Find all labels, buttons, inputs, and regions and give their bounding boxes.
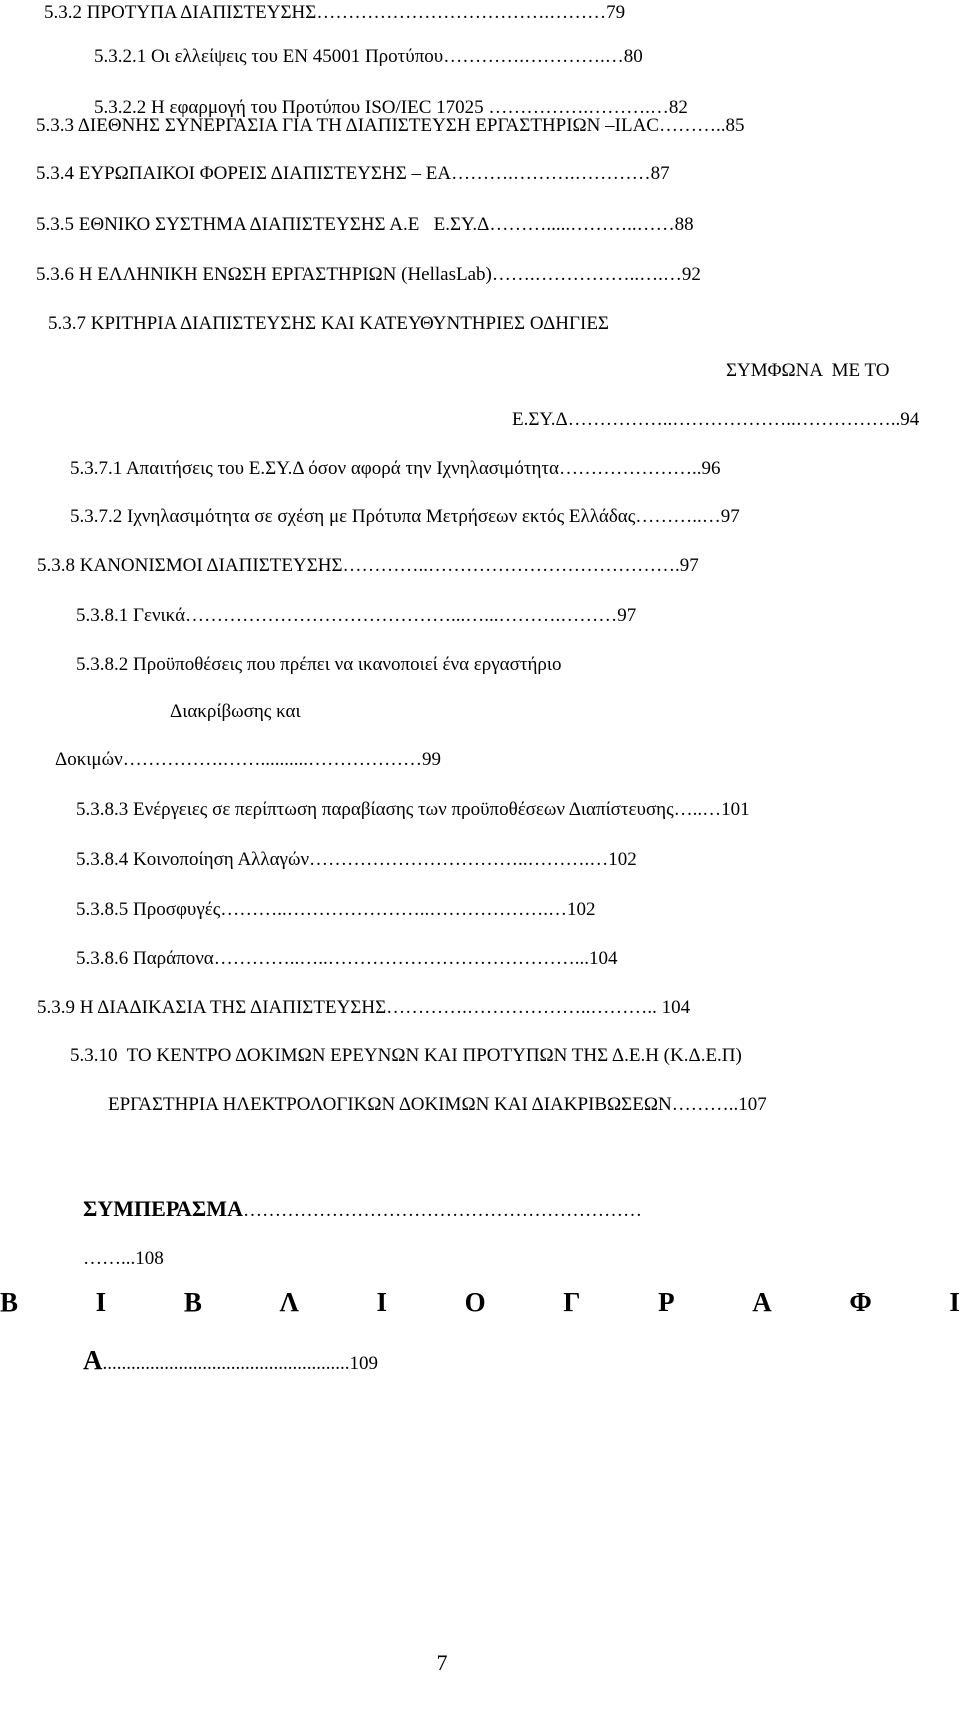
- toc-entry-continuation: ΕΡΓΑΣΤΗΡΙΑ ΗΛΕΚΤΡΟΛΟΓΙΚΩΝ ΔΟΚΙΜΩΝ ΚΑΙ ΔΙΑΚΡΙΒΩΣΕΩΝ………..107: [108, 1094, 767, 1115]
- toc-entry: 5.3.7.2 Ιχνηλασιμότητα σε σχέση με Πρότυπα Μετρήσεων εκτός Ελλάδας………..…97: [70, 506, 740, 527]
- toc-entry-continuation: ……...108: [83, 1248, 164, 1269]
- toc-entry: 5.3.10 ΤΟ ΚΕΝΤΡΟ ΔΟΚΙΜΩΝ ΕΡΕΥΝΩΝ ΚΑΙ ΠΡΟΤΥΠΩΝ ΤΗΣ Δ.Ε.Η (Κ.Δ.Ε.Π): [70, 1045, 742, 1066]
- toc-entry: 5.3.2.1 Οι ελλείψεις του ΕΝ 45001 Προτύπου………….………….…80: [94, 46, 643, 67]
- toc-entry: 5.3.7 ΚΡΙΤΗΡΙΑ ΔΙΑΠΙΣΤΕΥΣΗΣ ΚΑΙ ΚΑΤΕΥΘΥΝΤΗΡΙΕΣ ΟΔΗΓΙΕΣ: [48, 313, 609, 334]
- toc-entry: 5.3.8.4 Κοινοποίηση Αλλαγών……………………………..……….…102: [76, 849, 637, 870]
- biblio-letter: Β: [183, 1287, 202, 1317]
- biblio-letter: Ρ: [658, 1287, 675, 1317]
- toc-entry-bibliography: [0, 1286, 960, 1318]
- biblio-letter: Β: [0, 1287, 19, 1317]
- biblio-letter: Φ: [849, 1287, 872, 1317]
- toc-entry: 5.3.8.6 Παράπονα…………..…..…………………………………...104: [76, 948, 618, 969]
- biblio-letter: Ι: [376, 1287, 387, 1317]
- toc-entry: 5.3.2.2 Η εφαρμογή του Προτύπου ISO/IEC 17025 …………….……….…82: [94, 97, 688, 118]
- toc-entry: 5.3.8 ΚΑΝΟΝΙΣΜΟΙ ΔΙΑΠΙΣΤΕΥΣΗΣ…………..………………………………….97: [37, 555, 699, 576]
- biblio-letter: Α: [752, 1287, 772, 1317]
- toc-entry-continuation: Δοκιμών…………….……..........………………99: [55, 749, 441, 770]
- toc-entry-continuation: Διακρίβωσης και: [170, 701, 301, 722]
- toc-entry-continuation: Α....................................................109: [83, 1345, 378, 1375]
- biblio-letter: Ο: [464, 1287, 486, 1317]
- biblio-letter: Ι: [949, 1287, 960, 1317]
- toc-entry: 5.3.9 Η ΔΙΑΔΙΚΑΣΙΑ ΤΗΣ ΔΙΑΠΙΣΤΕΥΣΗΣ………….………………..……….. 104: [37, 997, 691, 1018]
- toc-entry: 5.3.3 ΔΙΕΘΝΗΣ ΣΥΝΕΡΓΑΣΙΑ ΓΙΑ ΤΗ ΔΙΑΠΙΣΤΕΥΣΗ ΕΡΓΑΣΤΗΡΙΩΝ –ILAC………..85: [36, 115, 745, 136]
- toc-entry: 5.3.6 Η ΕΛΛΗΝΙΚΗ ΕΝΩΣΗ ΕΡΓΑΣΤΗΡΙΩΝ (HellasLab)…….……………..….…92: [36, 264, 701, 285]
- biblio-letter: Λ: [279, 1287, 299, 1317]
- toc-entry: 5.3.8.5 Προσφυγές………..…………………..……………….…102: [76, 899, 596, 920]
- toc-entry-continuation: ΣΥΜΦΩΝΑ ΜΕ ΤΟ: [726, 360, 890, 381]
- toc-entry: 5.3.4 ΕΥΡΩΠΑΙΚΟΙ ΦΟΡΕΙΣ ΔΙΑΠΙΣΤΕΥΣΗΣ – EA……….……….…………87: [36, 163, 670, 184]
- toc-entry-conclusion: ΣΥΜΠΕΡΑΣΜΑ………………………………………………………: [83, 1196, 642, 1221]
- page-number: 7: [436, 1650, 448, 1675]
- toc-entry: 5.3.2 ΠΡΟΤΥΠΑ ΔΙΑΠΙΣΤΕΥΣΗΣ……………………………….………79: [44, 2, 626, 23]
- toc-entry: 5.3.8.3 Ενέργειες σε περίπτωση παραβίασης των προϋποθέσεων Διαπίστευσης…..…101: [76, 799, 750, 820]
- biblio-letter: Ι: [95, 1287, 107, 1317]
- toc-entry: 5.3.8.1 Γενικά……………………………………...…...……….………97: [76, 605, 637, 626]
- toc-entry: 5.3.7.1 Απαιτήσεις του Ε.ΣΥ.Δ όσον αφορά την Ιχνηλασιμότητα…………………..96: [70, 458, 721, 479]
- biblio-letter: Γ: [563, 1287, 581, 1317]
- toc-entry: 5.3.8.2 Προϋποθέσεις που πρέπει να ικανοποιεί ένα εργαστήριο: [76, 654, 562, 675]
- toc-entry-continuation: Ε.ΣΥ.Δ……………..………………..……………..94: [512, 409, 920, 430]
- toc-entry: 5.3.5 ΕΘΝΙΚΟ ΣΥΣΤΗΜΑ ΔΙΑΠΙΣΤΕΥΣΗΣ Α.Ε Ε.ΣΥ.Δ……….....………..……88: [36, 214, 694, 235]
